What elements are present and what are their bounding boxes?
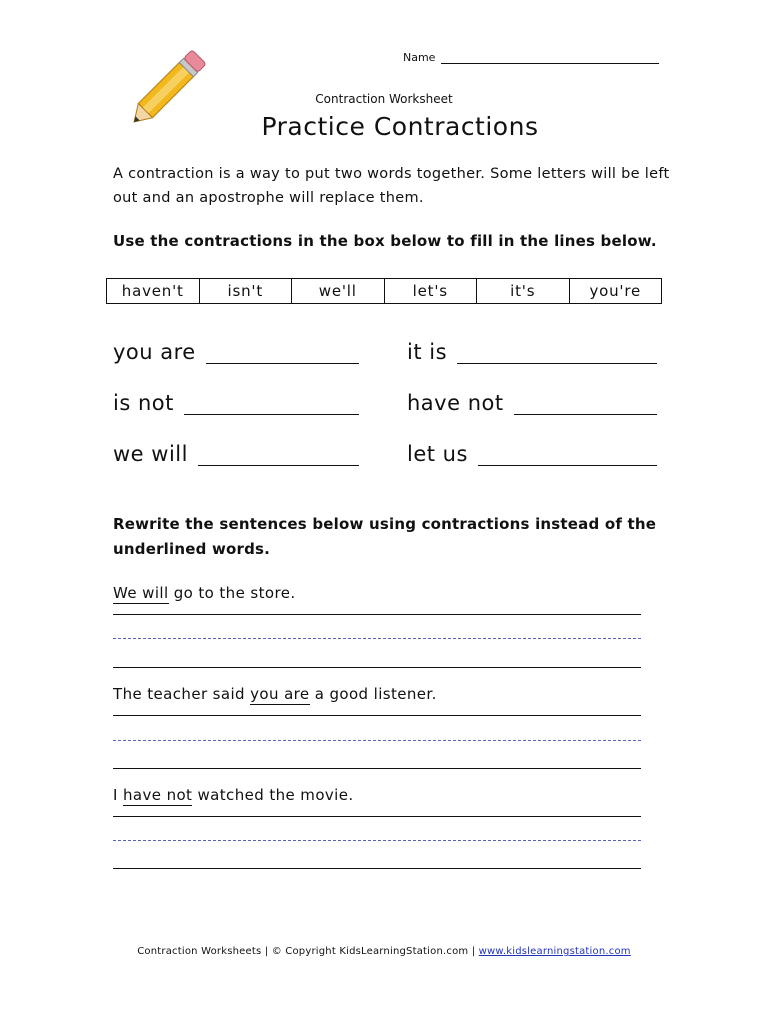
footer-link[interactable]: www.kidslearningstation.com — [478, 946, 631, 957]
writing-line[interactable] — [113, 715, 641, 716]
fill-in-prompt: let us — [407, 442, 468, 466]
fill-in-prompt: have not — [407, 391, 504, 415]
sentence-text: go to the store. — [168, 584, 296, 602]
sentence-text: I — [113, 786, 123, 804]
sentence-2 — [113, 685, 437, 703]
fill-in-you-are[interactable] — [113, 340, 359, 364]
sentence-text: The teacher said — [113, 685, 251, 703]
footer — [0, 946, 768, 957]
fill-in-blank[interactable] — [514, 396, 657, 415]
fill-in-prompt: it is — [407, 340, 448, 364]
name-label: Name — [403, 51, 436, 64]
writing-midline — [113, 740, 641, 741]
word-cell: haven't — [107, 279, 200, 303]
word-cell: we'll — [292, 279, 385, 303]
underlined-words: have not — [123, 786, 193, 804]
fill-in-it-is[interactable] — [407, 340, 657, 364]
sentence-1 — [113, 584, 296, 602]
underlined-words: you are — [250, 685, 310, 703]
footer-text: Contraction Worksheets | © Copyright KidsLearningStation.com | — [137, 946, 479, 957]
writing-line[interactable] — [113, 816, 641, 817]
instruction-fill-in: Use the contractions in the box below to fill in the lines below. — [113, 232, 657, 250]
name-line[interactable] — [441, 51, 659, 64]
writing-midline — [113, 840, 641, 841]
writing-line[interactable] — [113, 614, 641, 615]
word-cell: it's — [477, 279, 570, 303]
page-title: Practice Contractions — [261, 112, 539, 141]
sentence-text: a good listener. — [309, 685, 437, 703]
sentence-text: watched the movie. — [192, 786, 354, 804]
writing-line[interactable] — [113, 868, 641, 869]
writing-line[interactable] — [113, 667, 641, 668]
fill-in-blank[interactable] — [198, 447, 359, 466]
name-field[interactable] — [403, 51, 659, 64]
fill-in-have-not[interactable] — [407, 391, 657, 415]
word-cell: isn't — [200, 279, 293, 303]
fill-in-blank[interactable] — [184, 396, 359, 415]
fill-in-prompt: is not — [113, 391, 174, 415]
underlined-words: We will — [113, 584, 169, 602]
instruction-rewrite: Rewrite the sentences below using contractions instead of the underlined words. — [113, 515, 657, 558]
word-cell: you're — [589, 282, 642, 300]
word-box — [106, 278, 662, 304]
fill-in-blank[interactable] — [457, 345, 657, 364]
writing-midline — [113, 638, 641, 639]
fill-in-blank[interactable] — [478, 447, 657, 466]
word-cell: let's — [385, 279, 478, 303]
fill-in-prompt: you are — [113, 340, 196, 364]
fill-in-blank[interactable] — [206, 345, 359, 364]
writing-line[interactable] — [113, 768, 641, 769]
fill-in-let-us[interactable] — [407, 442, 657, 466]
sentence-3 — [113, 786, 354, 804]
worksheet-subtitle: Contraction Worksheet — [315, 92, 453, 106]
intro-paragraph: A contraction is a way to put two words together. Some letters will be left out and an apostrophe will replace them. — [113, 166, 670, 206]
fill-in-we-will[interactable] — [113, 442, 359, 466]
fill-in-is-not[interactable] — [113, 391, 359, 415]
fill-in-prompt: we will — [113, 442, 188, 466]
